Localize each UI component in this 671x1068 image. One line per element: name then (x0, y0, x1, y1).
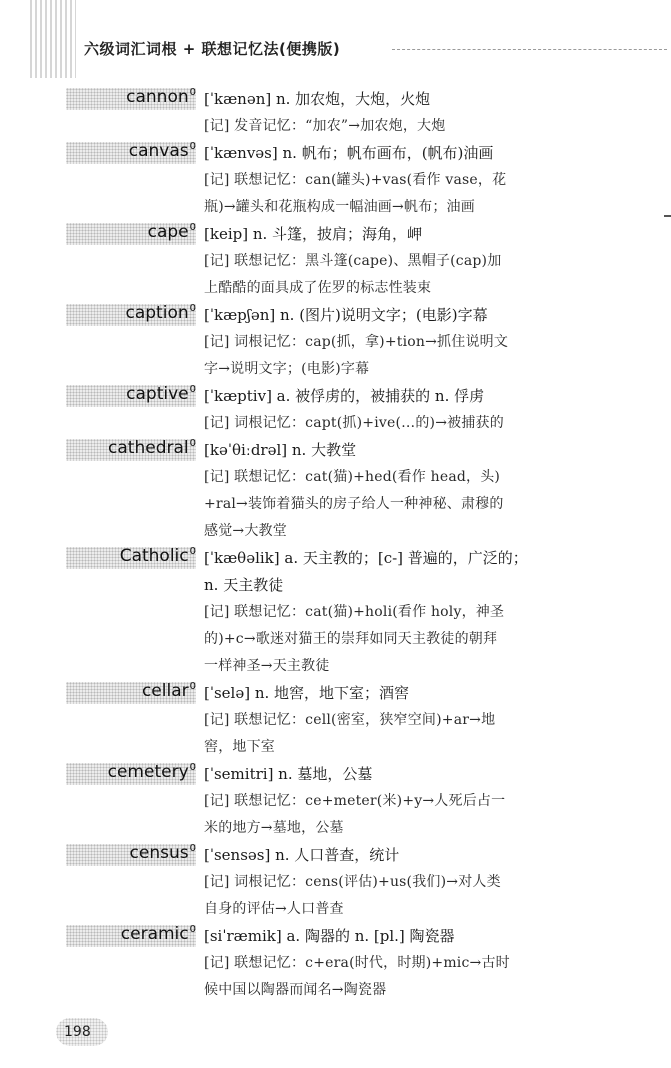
memory-tip-line: [记] 发音记忆：“加农”→加农炮，大炮 (204, 118, 446, 134)
memory-tip-line: 窖，地下室 (204, 739, 275, 755)
memory-tip-line: [记] 联想记忆：can(罐头)+vas(看作 vase，花 (204, 172, 507, 188)
headword (142, 681, 196, 701)
memory-tip-line: [记] 词根记忆：capt(抓)+ive(…的)→被捕获的 (204, 415, 504, 431)
headword-text: cathedral (108, 438, 189, 458)
frequency-mark: 0 (189, 384, 196, 396)
entry-list (0, 86, 671, 1004)
memory-tip-line: 上酷酷的面具成了佐罗的标志性装束 (204, 280, 432, 296)
headword (120, 546, 196, 566)
headword-text: cannon (126, 87, 189, 107)
memory-tip-line: [记] 联想记忆：c+era(时代，时期)+mic→古时 (204, 955, 510, 971)
definition: [keip] n. 斗篷，披肩；海角，岬 (204, 225, 423, 243)
definition: [ˈkæptiv] a. 被俘虏的，被捕获的 n. 俘虏 (204, 387, 485, 405)
frequency-mark: 0 (189, 681, 196, 693)
vocab-entry (0, 86, 671, 140)
headword (121, 924, 196, 944)
frequency-mark: 0 (189, 141, 196, 153)
entry-body (204, 140, 596, 221)
vocab-entry (0, 761, 671, 842)
entry-body (204, 383, 596, 437)
frequency-mark: 0 (189, 924, 196, 936)
definition: [ˈselə] n. 地窖，地下室；酒窖 (204, 684, 410, 702)
headword-text: ceramic (120, 924, 189, 944)
headword (129, 141, 196, 161)
memory-tip-line: 的)+c→歌迷对猫王的崇拜如同天主教徒的朝拜 (204, 631, 498, 647)
definition: [siˈræmik] a. 陶器的 n. [pl.] 陶瓷器 (204, 927, 455, 945)
headword (126, 384, 196, 404)
memory-tip-line: 自身的评估→人口普查 (204, 901, 344, 917)
definition: [ˈkænən] n. 加农炮，大炮，火炮 (204, 90, 431, 108)
entry-body (204, 86, 596, 140)
headword-text: Catholic (119, 546, 189, 566)
frequency-mark: 0 (189, 222, 196, 234)
entry-body (204, 545, 596, 680)
headword (126, 303, 197, 323)
definition: [ˈkæθəlik] a. 天主教的；[c-] 普遍的，广泛的； (204, 549, 528, 567)
headword (108, 438, 196, 458)
headword-text: census (129, 843, 189, 863)
frequency-mark: 0 (189, 762, 196, 774)
vocab-entry (0, 842, 671, 923)
memory-tip-line: 瓶)→罐头和花瓶构成一幅油画→帆布；油画 (204, 199, 475, 215)
definition: [ˈsemitri] n. 墓地，公墓 (204, 765, 373, 783)
memory-tip-line: [记] 词根记忆：cens(评估)+us(我们)→对人类 (204, 874, 501, 890)
memory-tip-line: 感觉→大教堂 (204, 523, 287, 539)
headword (130, 843, 196, 863)
definition: [ˈkæpʃən] n. (图片)说明文字；(电影)字幕 (204, 306, 488, 324)
memory-tip-line: 候中国以陶器而闻名→陶瓷器 (204, 982, 387, 998)
memory-tip-line: [记] 词根记忆：cap(抓，拿)+tion→抓住说明文 (204, 334, 509, 350)
memory-tip-line: 一样神圣→天主教徒 (204, 658, 330, 674)
memory-tip-line: [记] 联想记忆：ce+meter(米)+y→人死后占一 (204, 793, 506, 809)
frequency-mark: 0 (189, 87, 196, 99)
headword (148, 222, 196, 242)
memory-tip-line: 米的地方→墓地，公墓 (204, 820, 344, 836)
headword (126, 87, 196, 107)
frequency-mark: 0 (189, 546, 196, 558)
definition: [ˈsensəs] n. 人口普查，统计 (204, 846, 400, 864)
headword (108, 762, 196, 782)
vocab-entry (0, 680, 671, 761)
definition: [ˈkænvəs] n. 帆布；帆布画布，(帆布)油画 (204, 144, 494, 162)
entry-body (204, 437, 596, 545)
memory-tip-line: [记] 联想记忆：cell(密室，狭窄空间)+ar→地 (204, 712, 496, 728)
vocab-entry (0, 383, 671, 437)
entry-body (204, 761, 596, 842)
memory-tip-line: [记] 联想记忆：cat(猫)+hed(看作 head，头) (204, 469, 501, 485)
headword-text: captive (126, 384, 189, 404)
headword-text: canvas (128, 141, 189, 161)
page-header (30, 0, 671, 78)
vocab-entry (0, 437, 671, 545)
entry-body (204, 842, 596, 923)
vocab-entry (0, 140, 671, 221)
headword-text: cape (147, 222, 189, 242)
definition-continued: n. 天主教徒 (204, 576, 284, 594)
frequency-mark: 0 (189, 438, 196, 450)
headword-text: cellar (141, 681, 189, 701)
headword-text: caption (125, 303, 189, 323)
memory-tip-line: +ral→装饰着猫头的房子给人一种神秘、肃穆的 (204, 496, 504, 512)
vocab-entry (0, 545, 671, 680)
header-decoration (30, 0, 76, 78)
entry-body (204, 680, 596, 761)
vocab-entry (0, 923, 671, 1004)
memory-tip-line: [记] 联想记忆：黑斗篷(cape)、黑帽子(cap)加 (204, 253, 502, 269)
book-title: 六级词汇词根 + 联想记忆法(便携版) (84, 40, 341, 58)
entry-body (204, 302, 596, 383)
vocab-entry (0, 221, 671, 302)
header-divider (392, 49, 667, 50)
page-number: 198 (64, 1024, 91, 1040)
frequency-mark: 0 (189, 303, 196, 315)
entry-body (204, 923, 596, 1004)
definition: [kəˈθiːdrəl] n. 大教堂 (204, 441, 357, 459)
vocab-entry (0, 302, 671, 383)
memory-tip-line: [记] 联想记忆：cat(猫)+holi(看作 holy，神圣 (204, 604, 505, 620)
frequency-mark: 0 (189, 843, 196, 855)
headword-text: cemetery (107, 762, 189, 782)
entry-body (204, 221, 596, 302)
memory-tip-line: 字→说明文字；(电影)字幕 (204, 361, 370, 377)
